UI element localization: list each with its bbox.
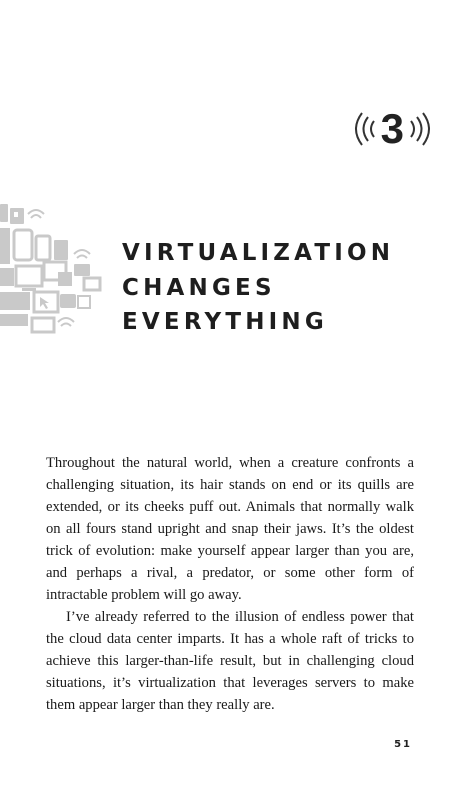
left-signal-waves-icon	[353, 111, 379, 147]
chapter-title-line-1: VIRTUALIZATION	[122, 240, 395, 266]
chapter-title-line-3: EVERYTHING	[122, 309, 328, 335]
body-paragraph-2: I’ve already referred to the illusion of endless power that the cloud data center imparts. It has a whole raft of tricks to achieve this larger-than-life result, but in challenging cloud situations, it’s virtualization that leverages servers to make them appear larger than they really are.	[46, 609, 414, 713]
page-number: 51	[394, 739, 412, 750]
chapter-title-line-2: CHANGES	[122, 274, 276, 301]
chapter-marker	[353, 105, 432, 152]
body-paragraph-1: Throughout the natural world, when a creature confronts a challenging situation, its hair stands on end or its quills are extended, or its cheeks puff out. Animals that normally walk on all fours stand upright and snap their jaws. It’s the oldest trick of evolution: make yourself appear larger than you are, and perhaps a rival, a predator, or some other form of intractable problem will go away.	[46, 455, 414, 603]
chapter-number: 3	[380, 105, 404, 152]
connected-devices-illustration	[0, 200, 112, 336]
chapter-body	[46, 452, 414, 716]
right-signal-waves-icon	[406, 111, 432, 147]
chapter-title	[122, 236, 394, 340]
